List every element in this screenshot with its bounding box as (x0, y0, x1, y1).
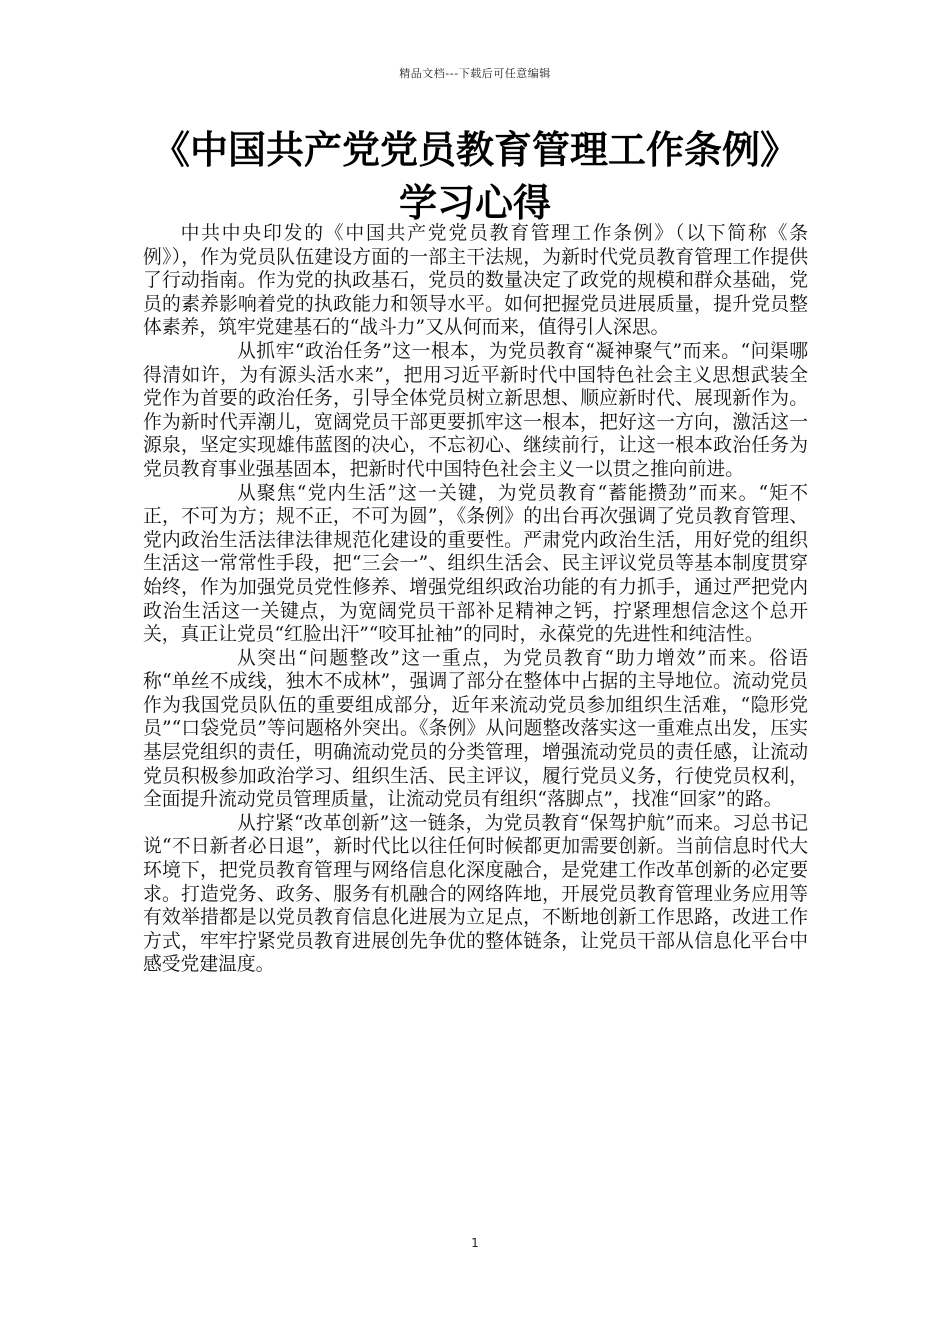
paragraph-problem-rectification: 从突出“问题整改”这一重点，为党员教育“助力增效”而来。俗语称“单丝不成线，独木不成林”，强调了部分在整体中占据的主导地位。流动党员作为我国党员队伍的重要组成部分，近年来流动党员参加组织生活难，“隐形党员”“口袋党员”等问题格外突出。《条例》从问题整改落实这一重难点出发，压实基层党组织的责任，明确流动党员的分类管理，增强流动党员的责任感，让流动党员积极参加政治学习、组织生活、民主评议，履行党员义务，行使党员权利，全面提升流动党员管理质量，让流动党员有组织“落脚点”，找准“回家”的路。 (143, 647, 808, 811)
title-line-2: 学习心得 (398, 181, 551, 225)
title-line-1: 《中国共产党党员教育管理工作条例》 (151, 128, 798, 172)
paragraph-political-task: 从抓牢“政治任务”这一根本，为党员教育“凝神聚气”而来。“问渠哪得清如许，为有源头活水来”，把用习近平新时代中国特色社会主义思想武装全党作为首要的政治任务，引导全体党员树立新思想、顺应新时代、展现新作为。作为新时代弄潮儿，宽阔党员干部更要抓牢这一根本，把好这一方向，激活这一源泉，坚定实现雄伟蓝图的决心，不忘初心、继续前行，让这一根本政治任务为党员教育事业强基固本，把新时代中国特色社会主义一以贯之推向前进。 (143, 340, 808, 480)
header-note: 精品文档---下载后可任意编辑 (399, 67, 551, 80)
document-title (90, 124, 860, 230)
page-number: 1 (471, 1236, 479, 1250)
paragraph-reform-innovation: 从拧紧“改革创新”这一链条，为党员教育“保驾护航”而来。习总书记说“不日新者必日退”，新时代比以往任何时候都更加需要创新。当前信息时代大环境下，把党员教育管理与网络信息化深度融合，是党建工作改革创新的必定要求。打造党务、政务、服务有机融合的网络阵地，开展党员教育管理业务应用等有效举措都是以党员教育信息化进展为立足点，不断地创新工作思路，改进工作方式，牢牢拧紧党员教育进展创先争优的整体链条，让党员干部从信息化平台中感受党建温度。 (143, 812, 808, 976)
paragraph-intro: 中共中央印发的《中国共产党党员教育管理工作条例》（以下简称《条例》），作为党员队伍建设方面的一部主干法规，为新时代党员教育管理工作提供了行动指南。作为党的执政基石，党员的数量决定了政党的规模和群众基础，党员的素养影响着党的执政能力和领导水平。如何把握党员进展质量，提升党员整体素养，筑牢党建基石的“战斗力”又从何而来，值得引人深思。 (143, 223, 808, 339)
paragraph-party-life: 从聚焦“党内生活”这一关键，为党员教育“蓄能攒劲”而来。“矩不正，不可为方；规不正，不可为圆”，《条例》的出台再次强调了党员教育管理、党内政治生活法律法律规范化建设的重要性。严肃党内政治生活，用好党的组织生活这一常常性手段，把“三会一”、组织生活会、民主评议党员等基本制度贯穿始终，作为加强党员党性修养、增强党组织政治功能的有力抓手，通过严把党内政治生活这一关键点，为宽阔党员干部补足精神之钙，拧紧理想信念这个总开关，真正让党员“红脸出汗”“咬耳扯袖”的同时，永葆党的先进性和纯洁性。 (143, 482, 808, 646)
document-body (143, 222, 808, 977)
